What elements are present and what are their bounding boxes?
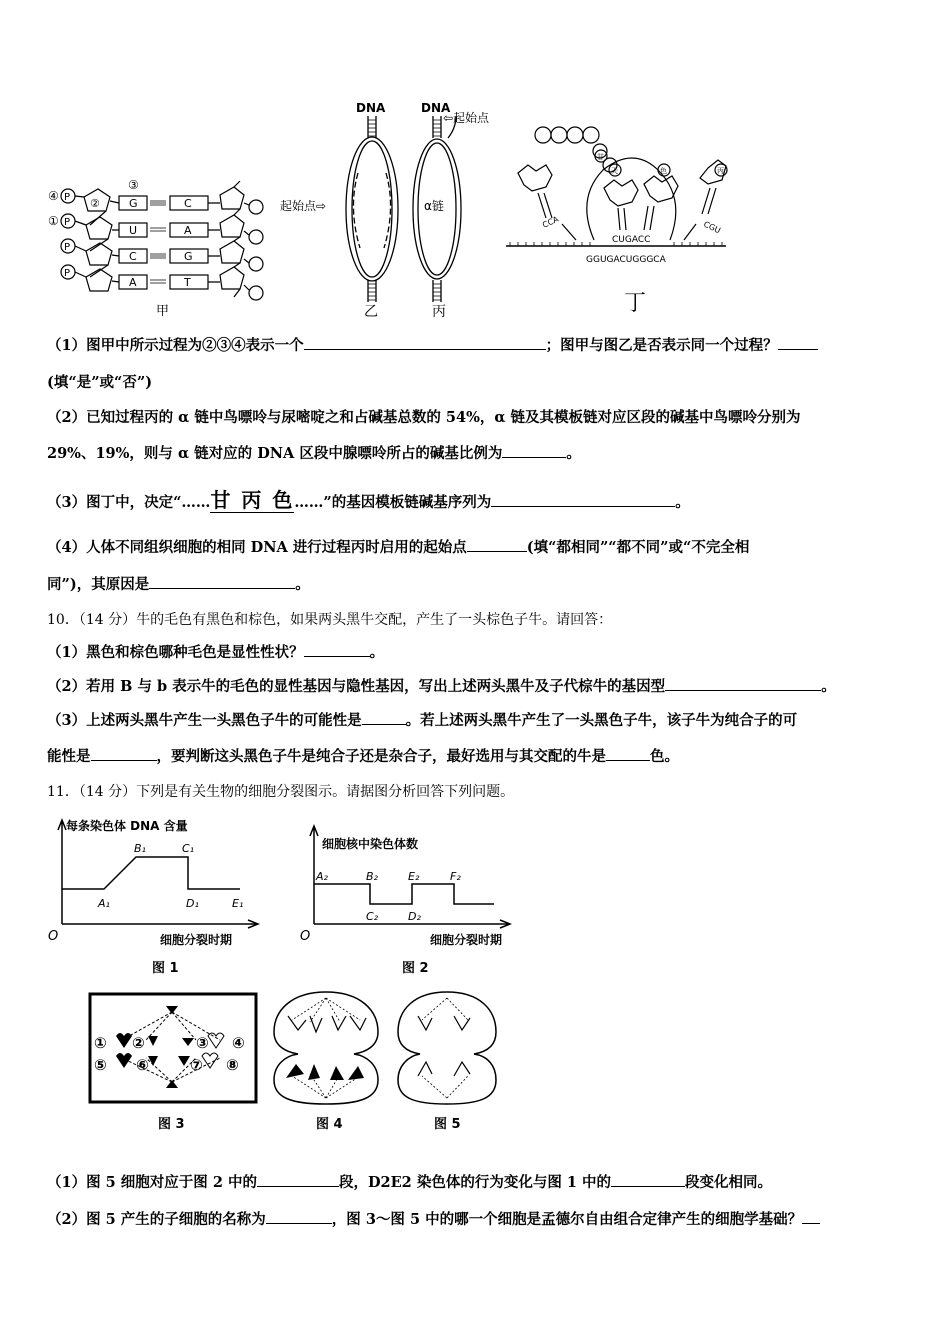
mrna-sequence: GGUGACUGGGCA	[586, 255, 666, 265]
label-p: P	[64, 217, 71, 228]
centrosome-icon	[166, 1006, 178, 1014]
q9-p4-text3: 同”)，其原因是	[47, 576, 150, 593]
bing-dna-label: DNA	[421, 101, 451, 115]
q10-p3-text5: 色。	[650, 748, 679, 765]
q9-p2-text: （2）已知过程丙的 α 链中鸟嘌呤与尿嘧啶之和占碱基总数的 54%，α 链及其模板链对应区段的碱基中鸟嘌呤分别为	[47, 409, 801, 426]
figure-3-cell	[86, 990, 262, 1132]
q11-p1-text2: 段，D2E2 染色体的行为变化与图 1 中的	[338, 1174, 612, 1191]
q11-head-text: 11．（14 分）下列是有关生物的细胞分裂图示。请据图分析回答下列问题。	[47, 784, 515, 800]
answer-blank[interactable]	[91, 760, 157, 761]
q9-part4-cont	[47, 575, 910, 595]
caption-jia: 甲	[156, 304, 170, 319]
fig2-point: C₂	[366, 910, 379, 923]
aa-label: 甘	[597, 153, 604, 161]
aa-label: 色	[660, 167, 667, 175]
q11-part1	[47, 1173, 910, 1193]
label-p: P	[64, 192, 71, 203]
q9-part1-note	[47, 373, 910, 393]
sugar-pentagon	[86, 217, 112, 239]
q10-p1-text: （1）黑色和棕色哪种毛色是显性性状？	[47, 644, 304, 661]
figure-5-cell	[392, 990, 502, 1132]
answer-blank[interactable]	[257, 1186, 339, 1187]
fig1-point: E₁	[232, 897, 244, 910]
fig2-xlabel: 细胞分裂时期	[430, 933, 503, 947]
fig1-line	[62, 857, 240, 889]
fig3-caption: 图 3	[158, 1117, 185, 1132]
answer-blank[interactable]	[491, 506, 675, 507]
bing-alpha-label: α链	[424, 199, 444, 213]
q10-part1	[47, 643, 910, 663]
base-left: C	[129, 250, 137, 263]
answer-blank[interactable]	[611, 1186, 685, 1187]
period: 。	[566, 445, 581, 462]
fig2-ylabel: 细胞核中染色体数	[322, 837, 419, 851]
answer-blank[interactable]	[502, 457, 566, 458]
fig1-xlabel: 细胞分裂时期	[160, 933, 233, 947]
amino-acid-sequence: 甘 丙 色	[210, 488, 295, 512]
base-right: T	[184, 276, 191, 289]
answer-blank[interactable]	[606, 760, 650, 761]
anticodon-left: CCA	[541, 214, 560, 230]
answer-blank[interactable]	[802, 1223, 820, 1224]
q9-part3	[47, 490, 910, 513]
answer-blank[interactable]	[362, 724, 406, 725]
base-left: A	[129, 276, 137, 289]
base-left: U	[129, 224, 138, 237]
label-num4: ④	[48, 189, 59, 203]
q10-p3-text: （3）上述两头黑牛产生一头黑色子牛的可能性是	[47, 712, 362, 729]
q9-p1-text2: ；图甲与图乙是否表示同一个过程？	[545, 337, 778, 354]
q10-heading	[47, 610, 910, 630]
q10-p3-text4: ，要判断这头黑色子牛是纯合子还是杂合子，最好选用与其交配的牛是	[156, 748, 606, 765]
yi-dna-label: DNA	[356, 101, 386, 115]
q9-part2	[47, 408, 910, 428]
q11-p1-text3: 段变化相同。	[685, 1174, 773, 1191]
fig3-num: ⑦	[190, 1056, 203, 1074]
caption-ding: 丁	[624, 291, 647, 316]
fig2-point: F₂	[450, 870, 461, 883]
q11-heading	[47, 782, 910, 802]
q10-p3-text2: 。若上述两头黑牛产生了一头黑色子牛，该子牛为纯合子的可	[405, 712, 798, 729]
fig1-caption: 图 1	[152, 961, 179, 976]
figure-jia	[44, 175, 274, 320]
fig3-num: ⑧	[226, 1056, 239, 1074]
fig1-point: B₁	[134, 842, 146, 855]
q10-part3	[47, 711, 910, 731]
fig2-point: D₂	[408, 910, 421, 923]
fig2-line	[314, 884, 494, 904]
aa-label: 天	[611, 167, 618, 175]
base-right: G	[184, 250, 193, 263]
figure-yi-bing	[278, 98, 500, 320]
answer-blank[interactable]	[304, 349, 546, 350]
label-num3: ③	[128, 178, 139, 192]
chromosome-icon	[116, 1053, 132, 1068]
fig3-num: ⑤	[94, 1056, 107, 1074]
fig4-caption: 图 4	[316, 1117, 343, 1132]
q9-p3-text: （3）图丁中，决定“……	[47, 494, 211, 511]
figure-2-chromosome-count-chart	[296, 822, 532, 976]
base-left: G	[129, 197, 138, 210]
base-right: A	[184, 224, 192, 237]
q9-part4	[47, 538, 910, 558]
fig1-point: C₁	[182, 842, 195, 855]
centrosome-icon	[166, 1080, 178, 1088]
answer-blank[interactable]	[467, 551, 527, 552]
q10-head-text: 10．（14 分）牛的毛色有黑色和棕色，如果两头黑牛交配，产生了一头棕色子牛。请回答：	[47, 612, 613, 628]
fig1-point: A₁	[98, 897, 110, 910]
mrna-codons: CUGACC	[612, 235, 651, 245]
q10-p3-text3: 能性是	[47, 748, 91, 765]
fig2-point: E₂	[408, 870, 420, 883]
q10-part3-cont	[47, 747, 910, 767]
q11-p2-text: （2）图 5 产生的子细胞的名称为	[47, 1211, 266, 1228]
fig5-caption: 图 5	[434, 1117, 461, 1132]
q9-p4-text2: (填“都相同”“都不同”或“不完全相	[526, 539, 750, 556]
sugar-pentagon	[86, 269, 112, 291]
answer-blank[interactable]	[304, 656, 370, 657]
q10-part2	[47, 677, 910, 697]
chromosome-icon	[178, 1056, 190, 1066]
period: 。	[821, 678, 836, 695]
caption-yi: 乙	[364, 304, 378, 320]
answer-blank[interactable]	[778, 349, 818, 350]
answer-blank[interactable]	[665, 690, 821, 691]
q9-p1-note: (填“是”或“否”)	[47, 374, 153, 391]
period: 。	[675, 494, 690, 511]
fig1-origin: O	[48, 929, 59, 944]
caption-bing: 丙	[432, 304, 446, 320]
yi-origin-label: 起始点⇨	[280, 199, 327, 213]
fig2-point: B₂	[366, 870, 378, 883]
aa-label: 丙	[717, 167, 724, 175]
figure-1-dna-content-chart	[44, 812, 280, 976]
label-num2: ②	[90, 197, 100, 210]
q9-p1-text: （1）图甲中所示过程为②③④表示一个	[47, 337, 304, 354]
fig1-point: D₁	[186, 897, 199, 910]
q9-part1	[47, 336, 910, 356]
answer-blank[interactable]	[149, 588, 295, 589]
answer-blank[interactable]	[266, 1223, 332, 1224]
chromosome-icon	[208, 1033, 224, 1048]
q9-p4-text: （4）人体不同组织细胞的相同 DNA 进行过程丙时启用的起始点	[47, 539, 467, 556]
figure-4-cell	[270, 990, 384, 1132]
anticodon-right: CGU	[702, 219, 722, 236]
fig3-num: ④	[232, 1034, 245, 1052]
q11-p2-text2: ，图 3～图 5 中的哪一个细胞是孟德尔自由组合定律产生的细胞学基础？	[331, 1211, 803, 1228]
chromosome-icon	[182, 1038, 194, 1046]
label-p: P	[64, 268, 71, 279]
sugar-pentagon	[86, 243, 112, 265]
base-right: C	[184, 197, 192, 210]
chromosome-icon	[148, 1036, 158, 1046]
q11-p1-text: （1）图 5 细胞对应于图 2 中的	[47, 1174, 257, 1191]
figure-ding	[498, 118, 730, 320]
q9-p3-text2: ……”的基因模板链碱基序列为	[294, 494, 492, 511]
q11-part2	[47, 1210, 910, 1230]
q9-part2-cont	[47, 444, 910, 464]
bing-origin-label: ⇦起始点	[443, 111, 490, 125]
chromosome-icon	[116, 1033, 132, 1048]
label-p: P	[64, 242, 71, 253]
q10-p2-text: （2）若用 B 与 b 表示牛的毛色的显性基因与隐性基因，写出上述两头黑牛及子代棕牛的基因型	[47, 678, 666, 695]
q9-p2-text2: 29%、19%，则与 α 链对应的 DNA 区段中腺嘌呤所占的碱基比例为	[47, 445, 503, 462]
fig3-num: ①	[94, 1034, 107, 1052]
period: 。	[369, 644, 385, 661]
fig2-origin: O	[300, 929, 311, 944]
fig3-num: ⑥	[136, 1056, 149, 1074]
fig3-num: ②	[132, 1034, 145, 1052]
fig2-point: A₂	[316, 870, 328, 883]
period: 。	[295, 576, 310, 593]
fig1-ylabel: 每条染色体 DNA 含量	[66, 819, 188, 833]
fig2-caption: 图 2	[402, 961, 429, 976]
label-num1: ①	[48, 214, 59, 228]
fig3-num: ③	[196, 1034, 209, 1052]
